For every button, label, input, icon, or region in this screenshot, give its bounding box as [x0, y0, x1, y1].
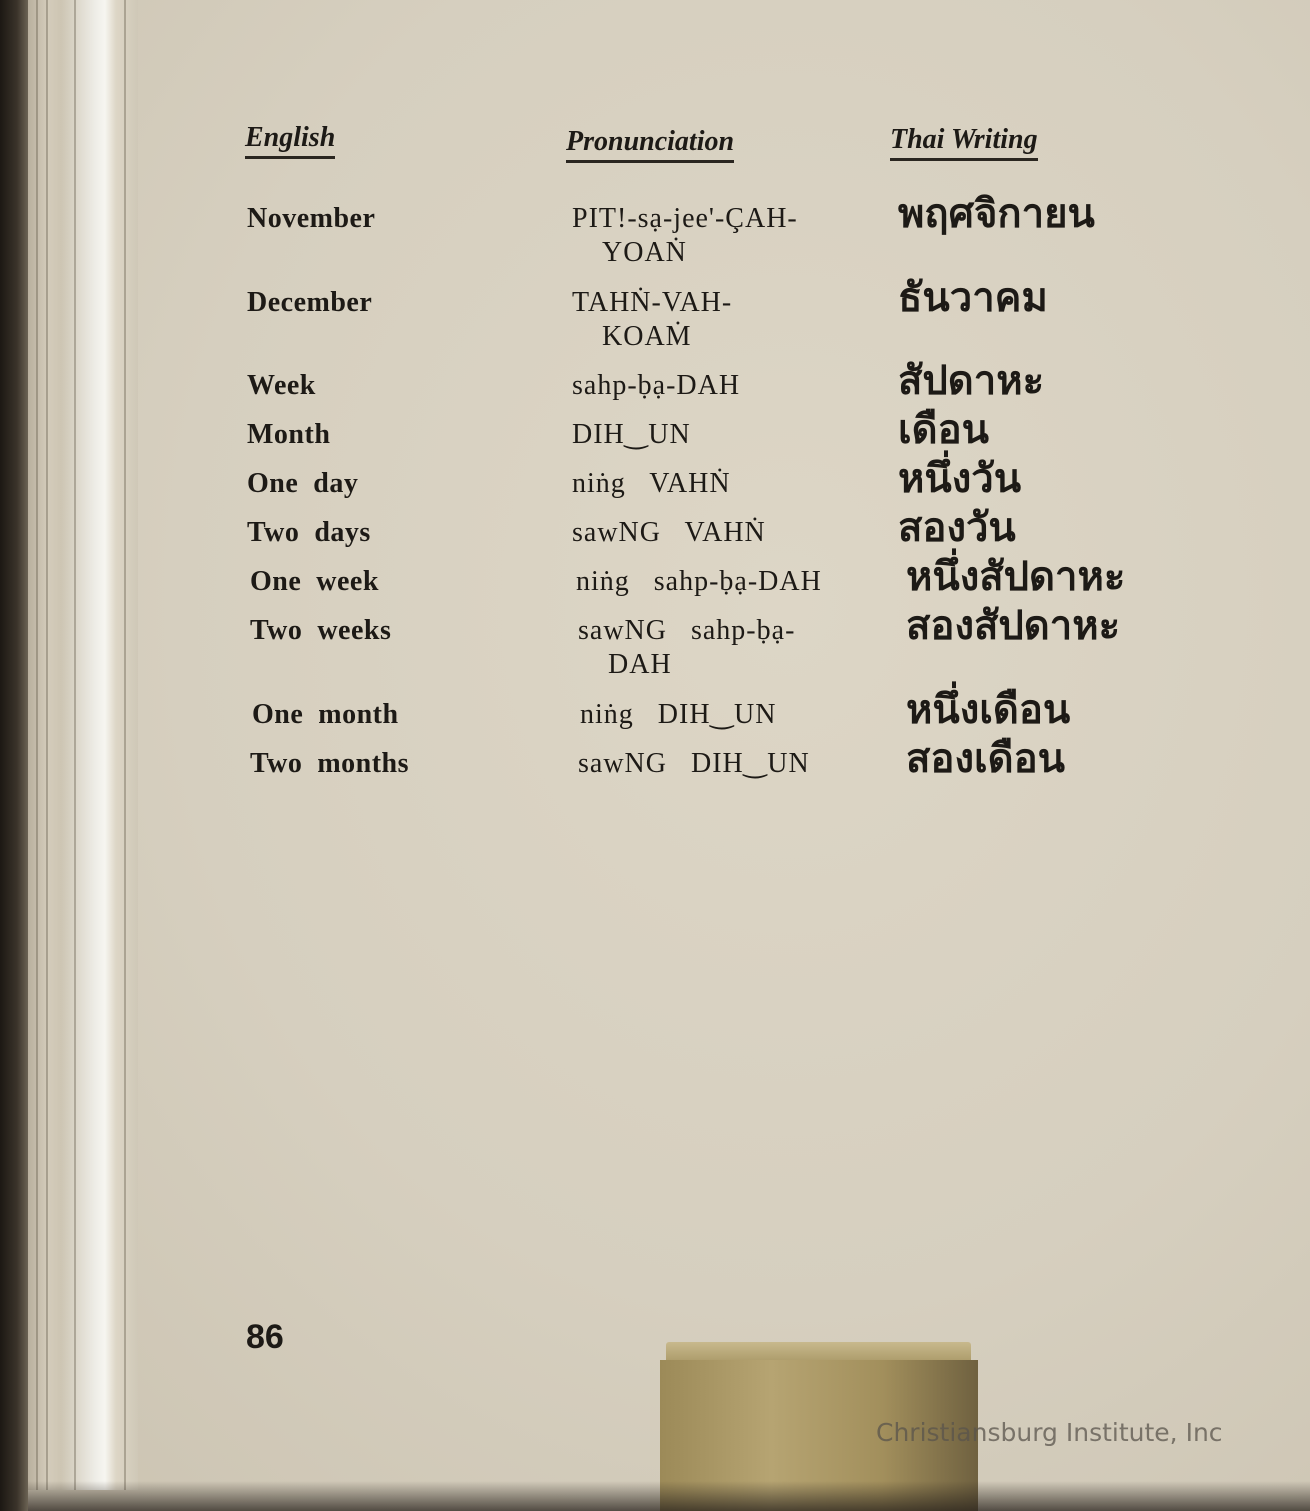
thai-writing: สองสัปดาหะ — [906, 603, 1121, 649]
english-term: One month — [252, 699, 399, 730]
page-edge-line — [46, 0, 48, 1490]
english-term: November — [247, 203, 376, 234]
english-term: Week — [247, 370, 316, 401]
header-pronunciation: Pronunciation — [566, 126, 734, 163]
pronunciation — [572, 286, 732, 354]
thai-writing: สัปดาหะ — [898, 358, 1045, 404]
page-edge-line — [124, 0, 126, 1490]
pronunciation-line: PIT!-sạ-jee'-ÇAH- — [572, 203, 798, 234]
thai-writing: ธันวาคม — [898, 275, 1048, 321]
book-cover-edge — [0, 0, 28, 1511]
pronunciation-line: sawNG sahp-ḅạ- — [578, 615, 796, 646]
pronunciation — [572, 202, 798, 270]
header-thai-writing: Thai Writing — [890, 124, 1038, 161]
pronunciation: niṅg VAHṄ — [572, 468, 731, 499]
english-term: Two months — [250, 748, 410, 779]
english-term: Two weeks — [250, 615, 392, 646]
book-spine-pages — [28, 0, 138, 1490]
english-term: Two days — [247, 517, 371, 548]
pronunciation: sahp-ḅạ-DAH — [572, 370, 741, 401]
thai-writing: เดือน — [898, 407, 990, 453]
pronunciation-line: YOAṄ — [602, 237, 687, 268]
pronunciation: niṅg DIH‿UN — [580, 699, 777, 730]
pronunciation: sawNG VAHṄ — [572, 517, 766, 548]
watermark: Christiansburg Institute, Inc — [876, 1418, 1223, 1447]
page-bottom-shadow — [28, 1481, 1310, 1511]
pronunciation-line: KOAṀ — [602, 321, 692, 352]
pronunciation: DIH‿UN — [572, 419, 691, 450]
english-term: One week — [250, 566, 379, 597]
english-term: Month — [247, 419, 331, 450]
pronunciation-line: TAHṄ-VAH- — [572, 287, 733, 318]
page-edge-line — [36, 0, 38, 1490]
pronunciation: niṅg sahp-ḅạ-DAH — [576, 566, 822, 597]
page-edge-line — [74, 0, 76, 1490]
pronunciation-line: DAH — [608, 649, 672, 680]
thai-writing: หนึ่งเดือน — [906, 687, 1071, 733]
header-english: English — [245, 122, 335, 159]
pronunciation — [578, 614, 795, 682]
english-term: December — [247, 287, 373, 318]
thai-writing: หนึ่งวัน — [898, 456, 1022, 502]
english-term: One day — [247, 468, 359, 499]
thai-writing: หนึ่งสัปดาหะ — [906, 554, 1126, 600]
thai-writing: พฤศจิกายน — [898, 191, 1095, 237]
page-number: 86 — [246, 1318, 284, 1356]
thai-writing: สองวัน — [898, 505, 1016, 551]
thai-writing: สองเดือน — [906, 736, 1065, 782]
pronunciation: sawNG DIH‿UN — [578, 748, 810, 779]
